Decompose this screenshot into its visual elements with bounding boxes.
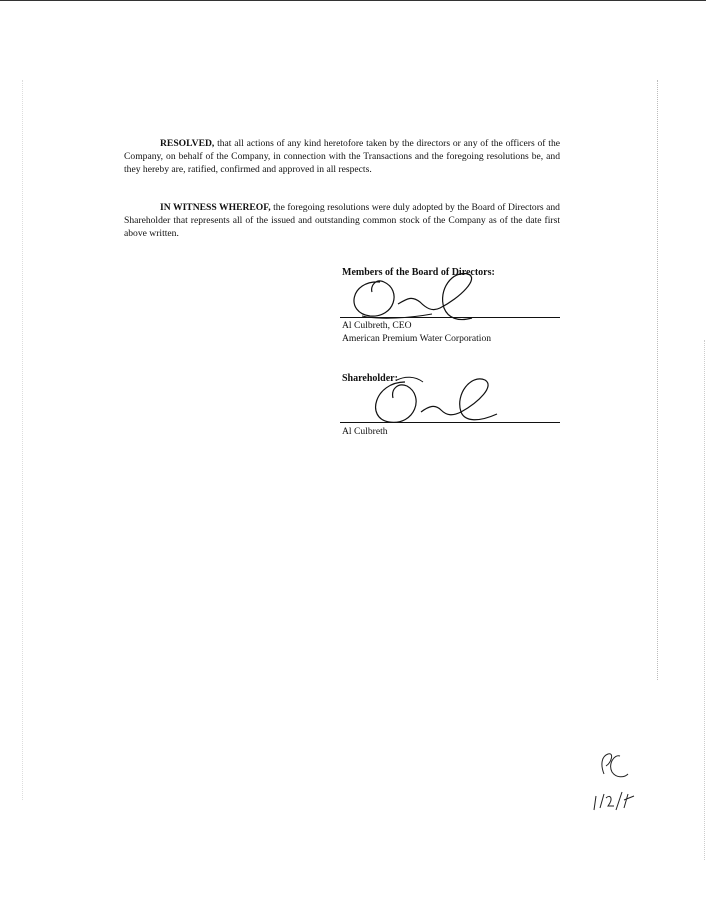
shareholder-signature-image (345, 372, 515, 432)
page-top-border (0, 0, 706, 1)
board-signature-image (340, 268, 520, 328)
witness-lead: IN WITNESS WHEREOF, (160, 202, 271, 213)
witness-paragraph (124, 201, 560, 240)
shareholder-heading: Shareholder: (342, 373, 398, 384)
resolved-lead: RESOLVED, (160, 138, 215, 149)
shareholder-signature-line (340, 422, 560, 423)
resolved-text: that all actions of any kind heretofore taken by the directors or any of the officers of the Company, on behalf of the Company, in connection with the Transactions and the foregoing resolutions be, and they hereby are, ratified, confirmed and approved in all respects. (124, 138, 560, 175)
board-signature-line (340, 317, 560, 318)
handwritten-initials-date (590, 748, 640, 818)
scan-edge-right (657, 80, 659, 680)
board-signer-name: Al Culbreth, CEO (342, 320, 412, 331)
shareholder-signer-name: Al Culbreth (342, 426, 388, 437)
board-company-name: American Premium Water Corporation (342, 333, 492, 344)
scan-edge-left (22, 80, 24, 800)
board-heading: Members of the Board of Directors: (342, 267, 495, 278)
resolved-paragraph (124, 137, 560, 176)
witness-text: the foregoing resolutions were duly adopted by the Board of Directors and Shareholder that represents all of the issued and outstanding common stock of the Company as of the date first above written. (124, 202, 560, 239)
